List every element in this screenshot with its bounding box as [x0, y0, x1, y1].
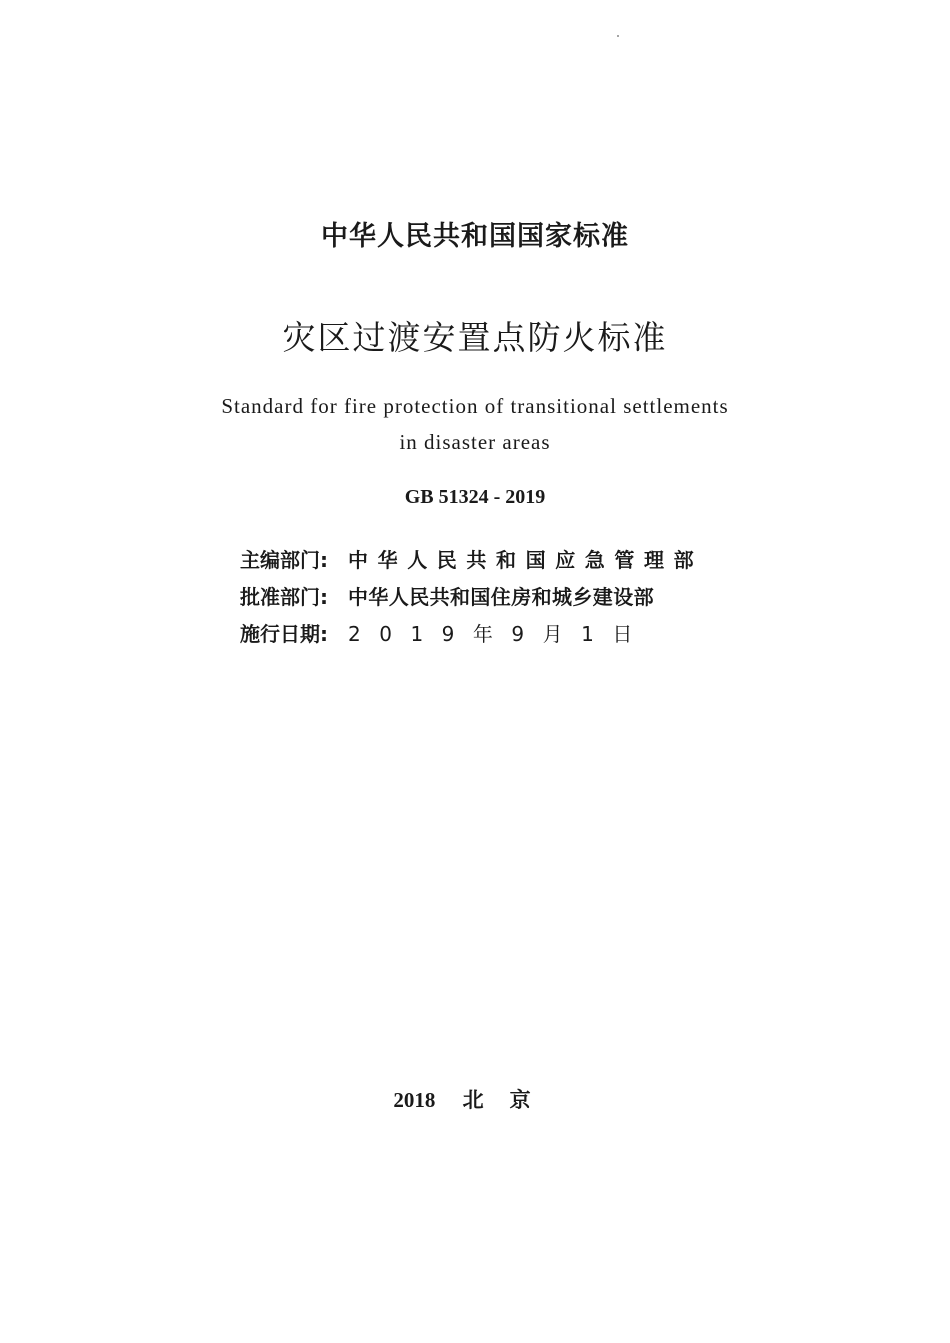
scan-speck — [617, 35, 619, 37]
title-english-line-2: in disaster areas — [399, 430, 551, 454]
title-english — [0, 388, 950, 460]
chief-editor-row — [240, 542, 710, 579]
approval-label: 批准部门: — [240, 585, 328, 609]
imprint-city: 北京 — [462, 1088, 557, 1112]
effective-date-value: 2019年9月1日 — [348, 622, 651, 646]
national-standard-heading: 中华人民共和国国家标准 — [321, 221, 629, 252]
title-english-line-1: Standard for fire protection of transitional settlements — [221, 394, 729, 418]
approval-row — [240, 579, 710, 616]
standard-code: GB 51324 - 2019 — [404, 486, 546, 508]
metadata-block — [240, 542, 710, 653]
effective-date-label: 施行日期: — [240, 622, 328, 646]
chief-editor-value: 中华人民共和国应急管理部 — [348, 548, 704, 572]
chief-editor-label: 主编部门: — [240, 548, 328, 572]
approval-value: 中华人民共和国住房和城乡建设部 — [348, 585, 654, 609]
effective-date-row — [240, 616, 710, 653]
imprint-year: 2018 — [393, 1088, 436, 1112]
imprint — [0, 1084, 950, 1114]
title-chinese: 灾区过渡安置点防火标准 — [282, 318, 668, 357]
